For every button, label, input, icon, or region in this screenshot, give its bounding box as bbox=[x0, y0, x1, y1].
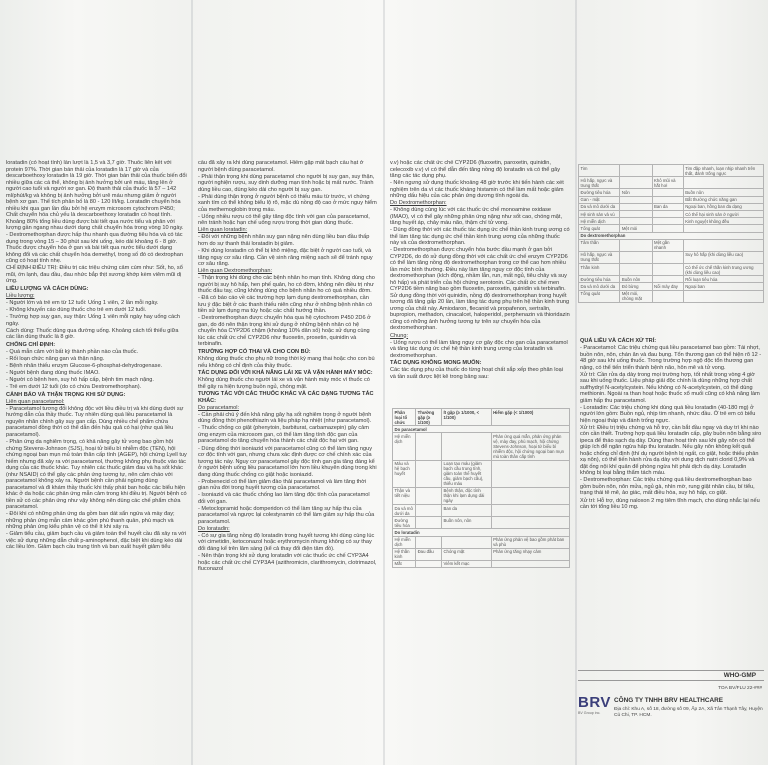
paragraph: - Thận trọng khi dùng cho các bệnh nhân ho mạn tính. Không dùng cho người bị suy hô hấp, hen phế quản, ho có đờm, không nên điều trị như thuốc đầu tay, cũng không dùng cho bệnh nhân ho có quá nhiều đờm. bbox=[198, 275, 375, 295]
table-row bbox=[393, 460, 570, 487]
table-cell: Tổng quát bbox=[579, 225, 620, 232]
table-row bbox=[579, 177, 764, 189]
table-header: Phân loại tổ chức bbox=[393, 409, 416, 426]
paragraph: - Phải dùng thận trọng ở người bệnh có thiếu máu từ trước, vì chứng xanh tím có thể không biểu lộ rõ, mặc dù nồng độ cao ở mức nguy hiểm của methemoglobin trong máu. bbox=[198, 193, 377, 213]
section-heading: LIỀU LƯỢNG VÀ CÁCH DÙNG: bbox=[6, 285, 89, 292]
table-cell: Kinh nguyệt không đều bbox=[683, 218, 763, 225]
table-header: Hiếm gặp (< 1/1000) bbox=[491, 409, 569, 426]
table-cell bbox=[620, 264, 652, 276]
table-cell: Loạn tạo máu (giảm bạch cầu trung tính, giảm toàn thể huyết cầu, giảm bạch cầu), thiếu máu bbox=[441, 460, 491, 487]
table-cell bbox=[652, 251, 683, 263]
table-cell: Hệ sinh sản và vú bbox=[579, 210, 620, 217]
table-group-row bbox=[393, 426, 570, 433]
brv-logo: BRV bbox=[578, 694, 611, 711]
table-group-row bbox=[393, 529, 570, 536]
table-cell: Nổi mày đay bbox=[652, 283, 683, 290]
table-cell bbox=[441, 433, 491, 460]
paragraph: CHỈ ĐỊNH ĐIỀU TRỊ: Điều trị các triệu chứng cảm cúm như: Sốt, ho, sổ mũi, ớn lạnh, đau đầu, đau nhức bắp thịt xương khớp kèm viêm mũi dị ứng. bbox=[6, 265, 183, 285]
table-cell: Thận và tiết niệu bbox=[393, 487, 416, 504]
table-cell: Chóng mặt bbox=[441, 548, 491, 560]
paragraph: - Isoniazid và các thuốc chống lao làm tăng độc tính của paracetamol đối với gan. bbox=[198, 492, 370, 505]
table-cell bbox=[652, 264, 683, 276]
table-cell bbox=[416, 460, 442, 487]
fold-line bbox=[383, 0, 385, 765]
adverse-effects-table bbox=[392, 408, 570, 568]
paragraph: loratadin (có hoạt tính) lần lượt là 1,5 và 3,7 giờ. Thuốc liên kết với protein 97%. Thời gian bán thải của loratadin là 17 giờ và của descarboethoxy loratadin là 19 giờ. Thời gian bán thải của thuốc biến đổi nhiều giữa các cá thể, không bị ảnh hưởng bởi urê máu, tăng lên ở người cao tuổi và người xơ gan. Độ thanh thải của thuốc là 57 – 142 ml/phút/kg và không bị ảnh hưởng bởi urê máu nhưng giảm ở người bệnh xơ gan. Thể tích phân bố là 80 - 120 lít/kg. Loratadin chuyển hóa nhiều khi qua gan lần đầu bởi hệ enzym microsom cytochrom P450; Chất chuyển hóa chủ yếu là descarboethoxy loratadin có hoạt tính. Khoảng 80% tổng liều dùng được bài tiết qua nước tiểu và phân với lượng gần ngang nhau dưới dạng chất chuyển hóa trong vòng 10 ngày. bbox=[6, 160, 187, 231]
table-cell: Bất thường chức năng gan bbox=[683, 196, 763, 203]
subsection-label: Liều lượng: bbox=[6, 292, 35, 299]
paragraph: Cách dùng: Thuốc dùng qua đường uống. Khoảng cách tối thiểu giữa các lần dùng thuốc là 8 giờ. bbox=[6, 327, 179, 341]
table-cell: Tim bbox=[579, 165, 620, 177]
table-cell bbox=[620, 239, 652, 251]
table-row bbox=[579, 283, 764, 290]
table-cell: Buồn nôn bbox=[620, 276, 652, 283]
subsection-label: Do loratadin: bbox=[198, 525, 230, 532]
paragraph: - Không khuyến cáo dùng thuốc cho trẻ em dưới 12 tuổi. bbox=[6, 306, 147, 313]
paragraph: - Dextromethorphan được chuyển hóa qua hệ cytochrom P450 2D6 ở gan, do đó nên thận trọng khi sử dụng ở những bệnh nhân có hệ chuyển hóa CYP2D6 chậm (khoảng 10% dân số) hoặc sử dụng cùng lúc các chất ức chế CYP2D6 như fluoxetin, proxetin, quinidin và terbinafin. bbox=[198, 315, 371, 348]
subsection-label: Do Dextromethorphan: bbox=[390, 200, 447, 207]
table-row bbox=[579, 218, 764, 225]
column-4 bbox=[580, 337, 763, 667]
company-address: Địa chỉ: Khu A, số 18, đường số 09, Ấp 2A, Xã Tân Thạnh Tây, Huyện Củ Chi, TP. HCM. bbox=[614, 707, 763, 718]
table-row bbox=[579, 189, 764, 196]
paragraph: - Đã có báo cáo về các trường hợp lạm dụng dextromethorphan, cần lưu ý đặc biệt ở các thanh thiếu niên cũng như ở những bệnh nhân có tiền sử lạm dụng ma túy hoặc các chất hướng thần. bbox=[198, 295, 373, 315]
paragraph: - Trường hợp suy gan, suy thận: Uống 1 viên mỗi ngày hay uống cách ngày. bbox=[6, 314, 181, 327]
table-cell: Máu và hệ bạch huyết bbox=[393, 460, 416, 487]
table-cell: Mệt mỏi bbox=[620, 225, 652, 232]
subsection-label: Liên quan loratadin: bbox=[198, 227, 248, 234]
table-cell: Tổng quát bbox=[579, 290, 620, 302]
table-cell bbox=[491, 517, 569, 529]
table-cell bbox=[491, 460, 569, 487]
paragraph: - Dextromethorphan được chuyển hóa bước đầu mạnh ở gan bởi CYP2D6, do đó sử dụng đồng thời với các chất ức chế enzym CYP2D6 có thể làm tăng nồng độ dextromethorphan trong cơ thể cao hơn nhiều lần mức bình thường. Điều này làm tăng nguy cơ độc tính của dextromethorphan (kích động, nhầm lẫn, run, mất ngủ, tiêu chảy và suy hô hấp) và phát triển của hội chứng serotonin. Các chất ức chế men CYP2D6 tiềm năng bao gồm fluoxetin, paroxetin, quinidin và terbinafin. Sử dụng đồng thời với quinidin, nồng độ dextromethorphan trong huyết tương đã tăng gấp 20 lần, làm tăng tác dụng phụ trên hệ thần kinh trung ương của chất này. Amiodaron, flecanid và propafenon, sertralin, bupropion, methadon, cinacalcet, haloperidol, perphenazin và thioridazin cũng có những ảnh hưởng tương tự trên sự chuyển hóa của dextromethorphan. bbox=[390, 247, 570, 332]
table-row bbox=[579, 165, 764, 177]
paragraph: - Có sự gia tăng nồng độ loratadin trong huyết tương khi dùng cùng lúc với cimetidin, ketoconazol hoặc erythromycin nhưng không có sự thay đổi đáng kể trên lâm sàng (kể cả thay đổi điện tâm đồ). bbox=[198, 532, 375, 552]
table-group-row bbox=[579, 232, 764, 239]
divider bbox=[578, 670, 764, 671]
paragraph: - Paracetamol: Các triệu chứng quá liều paracetamol bao gồm: Tái nhợt, buồn nôn, nôn, chán ăn và đau bụng. Tổn thương gan có thể hiện rõ 12 - 48 giờ sau khi uống thuốc. Trong trường hợp ngộ độc tổn thương gan nặng, có thể tiến triển thành bệnh não, hôn mê và tử vong. bbox=[580, 345, 762, 371]
adverse-effects-table-continued bbox=[578, 164, 764, 303]
table-cell: Da và mô dưới da bbox=[579, 203, 620, 210]
paragraph: - Trẻ em dưới 12 tuổi (do có chứa Dextromethorphan). bbox=[6, 384, 142, 391]
table-cell: Da và mô dưới da bbox=[579, 283, 620, 290]
paragraph: - Metoclopramid hoặc domperidon có thể làm tăng sự hấp thu của paracetamol và ngược lại colestyramin có thể làm giảm sự hấp thu của paracetamol. bbox=[198, 505, 375, 525]
table-cell: Đỏ bừng bbox=[620, 283, 652, 290]
paragraph: Không dùng thuốc cho người lái xe và vận hành máy móc vì thuốc có thể gây ra hiện tượng buồn ngủ, chóng mặt. bbox=[198, 377, 370, 390]
table-row bbox=[393, 487, 570, 504]
paragraph: - Cần phải chú ý đến khả năng gây hạ sốt nghiêm trọng ở người bệnh dùng đồng thời phenothiazin và liệu pháp hạ nhiệt (như paracetamol). bbox=[198, 411, 372, 425]
table-row bbox=[579, 290, 764, 302]
paragraph: - Dextromethorphan được hấp thu nhanh qua đường tiêu hóa và có tác dụng trong vòng 15 – 30 phút sau khi uống, kéo dài khoảng 6 - 8 giờ. Thuốc được chuyển hóa ở gan và bài tiết qua nước tiểu dưới dạng không đổi và các chất chuyển hóa demethyl, trong số đó có dextrophan cũng có hoạt tính nhẹ. bbox=[6, 232, 183, 265]
subsection-label: Do paracetamol: bbox=[198, 404, 240, 411]
table-cell: Buồn nôn, nôn bbox=[441, 517, 491, 529]
table-cell: Ngoại ban, hồng ban đa dạng bbox=[683, 203, 763, 210]
table-cell bbox=[652, 210, 683, 217]
table-row bbox=[393, 536, 570, 548]
table-cell: Nôn bbox=[620, 189, 652, 196]
table-cell: Đường tiêu hóa bbox=[579, 189, 620, 196]
paragraph: - Khi dùng loratadin có thể bị khô miệng, đặc biệt ở người cao tuổi, và tăng nguy cơ sâu răng. Cần vệ sinh răng miệng sạch sẽ để tránh nguy cơ sâu răng. bbox=[198, 248, 373, 268]
paragraph: - Loratadin: Các triệu chứng khi dùng quá liều loratadin (40-180 mg) ở người lớn gồm: Buồn ngủ, nhịp tim nhanh, nhức đầu. Ở trẻ em có biểu hiện ngoại tháp và đánh trống ngực. bbox=[580, 404, 756, 424]
table-cell: Có thể ức chế thần kinh trung ương (khi dùng liều cao) bbox=[683, 264, 763, 276]
paragraph: - Người bệnh đang dùng thuốc IMAO. bbox=[6, 370, 100, 377]
section-heading: TƯƠNG TÁC VỚI CÁC THUỐC KHÁC VÀ CÁC DẠNG TƯƠNG TÁC KHÁC: bbox=[198, 391, 374, 404]
table-cell: Mệt gần nhanh bbox=[652, 239, 683, 251]
paragraph: - Đôi khi có những phản ứng da gồm ban dát sẩn ngứa và mày đay; những phản ứng mẫn cảm khác gồm phù thanh quản, phù mạch và những phản ứng kiểu phản vệ có thể ít khi xảy ra. bbox=[6, 511, 175, 531]
document-code: TOA BV/FLU 22-### bbox=[718, 686, 762, 691]
table-row bbox=[579, 276, 764, 283]
paragraph: - Dùng đồng thời với các thuốc tác dụng ức chế thần kinh trung ương có thể làm tăng tác dụng ức chế thần kinh trung ương của những thuốc này và của dextromethorphan. bbox=[390, 227, 570, 247]
paragraph: Các tác dụng phụ của thuốc do từng hoạt chất sắp xếp theo phân loại và tần suất được liệt kê trong bảng sau: bbox=[390, 367, 563, 380]
paragraph: - Paracetamol tương đối không độc với liều điều trị và khi dùng dưới sự hướng dẫn của thầy thuốc. Tuy nhiên dùng quá liều paracetamol là nguyên nhân chính gây suy gan cấp. Dùng nhiều chế phẩm chứa paracetamol đồng thời có thể dẫn đến hậu quả có hại (như quá liều paracetamol). bbox=[6, 405, 184, 438]
paragraph: - Không dùng cùng lúc với các thuốc ức chế monoamine oxidase (IMAO), vì có thể gây những phản ứng nặng như sốt cao, chóng mặt, tăng huyết áp, chảy máu não, thậm chí tử vong. bbox=[390, 207, 562, 227]
table-cell bbox=[491, 560, 569, 567]
subsection-label: Liên quan paracetamol: bbox=[6, 398, 65, 405]
paragraph: Xử trí: Hỗ trợ, dùng naloxon 2 mg tiêm tĩnh mạch, cho dùng nhắc lại nếu cần tới tổng liều 10 mg. bbox=[580, 497, 760, 511]
paragraph: - Quá mẫn cảm với bất kỳ thành phần nào của thuốc. bbox=[6, 348, 139, 355]
section-heading: TÁC DỤNG KHÔNG MONG MUỐN: bbox=[390, 360, 482, 367]
table-cell: Hệ miễn dịch bbox=[393, 433, 416, 460]
table-cell bbox=[416, 536, 442, 548]
table-cell: Bệnh thận, độc tính thận khi lạm dụng dài ngày bbox=[441, 487, 491, 504]
table-cell bbox=[620, 196, 652, 203]
table-cell: Hệ thần kinh bbox=[393, 548, 416, 560]
table-cell bbox=[416, 560, 442, 567]
table-row bbox=[579, 251, 764, 263]
table-cell: Ban da bbox=[652, 203, 683, 210]
section-heading: CHỐNG CHỈ ĐỊNH: bbox=[6, 341, 56, 348]
table-cell: Ban da bbox=[441, 504, 491, 516]
table-cell bbox=[416, 517, 442, 529]
table-cell bbox=[441, 536, 491, 548]
paragraph: - Phản ứng da nghiêm trọng, có khả năng gây tử vong bao gồm hội chứng Stevens-Johnson (SJS), hoại tử biểu bì nhiễm độc (TEN), hội chứng ngoại ban mụn mủ toàn thân cấp tính (AGEP), hội chứng Lyell tuy hiếm nhưng đã xảy ra với paracetamol, thường không phụ thuộc vào tác dụng của các thuốc khác. Tuy nhiên các thuốc giảm đau và hạ sốt khác (như NSAID) có thể gây các phản ứng tương tự, nên cảm cháo với paracetamol không xảy ra. Người bệnh cần phải ngừng dùng paracetamol và đi khám thầy thuốc khi thấy phát ban hoặc các biểu hiện khác ở da hoặc các phản ứng mẫn cảm trong khi điều trị. Người bệnh có tiền sử có các phản ứng như vậy không nên dùng các chế phẩm chứa paracetamol. bbox=[6, 439, 187, 510]
table-cell: Da và mô dưới da bbox=[393, 504, 416, 516]
fold-line bbox=[575, 0, 577, 765]
paragraph: Xử trí: Cần rửa dạ dày trong mọi trường hợp, tốt nhất trong vòng 4 giờ sau khi uống thuốc. Liệu pháp giải độc chính là dùng những hợp chất sulfhydryl N-acetylcystein. Nếu không có N-acetylcystein, có thể dùng methionin. Ngoài ra than hoạt hoặc thuốc xổ muối cũng có khả năng làm giảm hấp thu paracetamol. bbox=[580, 371, 760, 404]
table-cell: Đau đầu bbox=[416, 548, 442, 560]
table-cell: Phản ứng phản vệ bao gồm phát ban và phù bbox=[491, 536, 569, 548]
table-cell bbox=[620, 177, 652, 189]
paragraph: - Uống nhiều rượu có thể gây tăng độc tính với gan của paracetamol, nên tránh hoặc hạn chế uống rượu trong thời gian dùng thuốc. bbox=[198, 213, 370, 227]
column-2 bbox=[198, 160, 378, 758]
table-cell: Thần kinh bbox=[579, 264, 620, 276]
table-cell: Rối loạn tiêu hóa bbox=[683, 276, 763, 283]
paragraph: - Đối với những bệnh nhân suy gan nặng nên dùng liều ban đầu thấp hơn do sự thanh thải loratadin bị giảm. bbox=[198, 234, 370, 247]
table-row bbox=[393, 560, 570, 567]
divider bbox=[578, 680, 764, 681]
table-cell: Có thể hại sinh sản ở người bbox=[683, 210, 763, 217]
table-group-label: Do loratadin bbox=[393, 529, 570, 536]
table-row bbox=[393, 504, 570, 516]
paragraph: - Dùng đồng thời isoniazid với paracetamol cũng có thể làm tăng nguy cơ độc tính với gan, nhưng chưa xác định được cơ chế chính xác của tương tác này. Nguy cơ paracetamol gây độc tính gan gia tăng đáng kể ở người bệnh uống liều paracetamol lớn hơn liều khuyên dùng trong khi đang dùng thuốc chống co giật hoặc isoniazid. bbox=[198, 445, 377, 478]
paragraph: - Bệnh nhân thiếu enzym Glucose-6-phosphat-dehydrogenase. bbox=[6, 362, 163, 369]
paragraph: - Giảm tiểu cầu, giảm bạch cầu và giảm toàn thể huyết cầu đã xảy ra với việc sử dụng những dẫn chất p-aminophenol, đặc biệt khi dùng kéo dài các liều lớn. Giảm bạch cầu trung tính và ban xuất huyết giảm tiểu bbox=[6, 531, 186, 551]
column-1 bbox=[6, 160, 187, 758]
table-cell: Mệt mỏi, chóng mặt bbox=[620, 290, 652, 302]
table-row bbox=[579, 196, 764, 203]
company-name: CÔNG TY TNHH BRV HEALTHCARE bbox=[614, 697, 723, 704]
table-cell: Buồn nôn bbox=[683, 189, 763, 196]
table-cell bbox=[620, 203, 652, 210]
table-cell: Ngoại ban bbox=[683, 283, 763, 290]
paragraph: - Người có bệnh hen, suy hô hấp cấp, bệnh tim mạch nặng. bbox=[6, 377, 154, 384]
fold-line bbox=[191, 0, 193, 765]
paragraph: - Dextromethorphan: Các triệu chứng quá liều dextromethorphan bao gồm buồn nôn, nôn mửa, ngủ gà, nhìn mờ, rung giật nhãn cầu, bí tiểu, trạng thái tê mê, ảo giác, mất điều hòa, suy hô hấp, co giật. bbox=[580, 477, 755, 497]
paragraph: - Người lớn và trẻ em từ 12 tuổi: Uống 1 viên, 2 lần mỗi ngày. bbox=[6, 299, 159, 306]
table-cell bbox=[652, 165, 683, 177]
column-3 bbox=[390, 160, 570, 404]
table-cell bbox=[416, 433, 442, 460]
table-cell bbox=[491, 487, 569, 504]
table-row bbox=[393, 548, 570, 560]
table-cell bbox=[683, 290, 763, 302]
paragraph: - Nên thận trọng khi sử dụng loratadin với các thuốc ức chế CYP3A4 hoặc các chất ức chế CYP3A4 (azithromicin, clarithromycin, clotrimazol, fluconazol bbox=[198, 553, 377, 573]
table-cell bbox=[652, 196, 683, 203]
section-heading: TÁC DỤNG ĐỐI VỚI KHẢ NĂNG LÁI XE VÀ VẬN HÀNH MÁY MÓC: bbox=[198, 370, 373, 377]
table-cell bbox=[620, 218, 652, 225]
table-cell: Hô hấp, ngực và trung thất bbox=[579, 251, 620, 263]
paragraph: - Uống rượu có thể làm tăng nguy cơ gây độc cho gan của paracetamol và tăng tác dụng ức chế hệ thần kinh trung ương của loratadin và dextromethorphan. bbox=[390, 339, 568, 359]
table-row bbox=[393, 517, 570, 529]
table-header: Thường gặp (≥ 1/100) bbox=[416, 409, 442, 426]
paragraph: - Thuốc chống co giật (phenytoin, barbiturat, carbamazepin) gây cảm ứng enzym của microsom gan, có thể làm tăng tính độc gan của paracetamol do tăng chuyển hóa thành các chất độc hại với gan. bbox=[198, 425, 369, 445]
paragraph: cầu đã xảy ra khi dùng paracetamol. Hiếm gặp mất bạch cầu hạt ở người bệnh dùng paracetamol. bbox=[198, 160, 364, 173]
who-gmp-label: WHO-GMP bbox=[723, 672, 756, 679]
table-cell: Gan - mật bbox=[579, 196, 620, 203]
logo-subtitle: BV Group inc. bbox=[578, 711, 601, 715]
table-cell: Phản ứng quá mẫn, phản ứng phản vệ, mày đay, phù mạch, hội chứng Stevens-Johnson, hoại tử biểu bì nhiễm độc, hội chứng ngoại ban mụn mủ toàn thân cấp tính bbox=[491, 433, 569, 460]
table-row bbox=[579, 225, 764, 232]
table-cell bbox=[652, 276, 683, 283]
table-cell bbox=[652, 225, 683, 232]
table-cell bbox=[652, 189, 683, 196]
table-cell bbox=[652, 218, 683, 225]
table-cell: Phản ứng tăng nhạy cảm bbox=[491, 548, 569, 560]
table-cell: Đường tiêu hóa bbox=[579, 276, 620, 283]
paragraph: - Probenecid có thể làm giảm đào thải paracetamol và làm tăng thời gian nửa đời trong huyết tương của paracetamol. bbox=[198, 478, 367, 492]
table-row bbox=[393, 433, 570, 460]
subsection-label: Chung: bbox=[390, 332, 409, 339]
table-cell bbox=[620, 210, 652, 217]
table-cell bbox=[683, 177, 763, 189]
table-cell: Viêm kết mạc bbox=[441, 560, 491, 567]
table-cell bbox=[683, 225, 763, 232]
table-cell: Hô hấp, ngực và trung thất bbox=[579, 177, 620, 189]
paragraph: - Nên ngưng sử dụng thuốc khoảng 48 giờ trước khi tiến hành các xét nghiệm trên da vì các thuốc kháng histamin có thể làm mất hoặc giảm những dấu hiệu của các phản ứng dương tính ngoài da. bbox=[390, 180, 564, 200]
paragraph: Xử trí: Điều trị triệu chứng và hỗ trợ, cần bắt đầu ngay và duy trì khi nào còn cần thiết. Trường hợp quá liều loratadin cấp, gây buồn nôn bằng siro ipeca để tháo sạch dạ dày. Dùng than hoạt tính sau khi gây nôn có thể giúp ích để ngăn ngừa hấp thu loratadin. Nếu gây nôn không kết quả hoặc chống chỉ định (thí dụ người bệnh bị ngất, co giật, hoặc thiếu phản xạ nôn), có thể tiến hành rửa dạ dày với dung dịch natri clorid 0,9% và đặt ống nội khí quản để phòng ngừa hít phải dịch dạ dày. Loratadin không bị loại bằng thẩm tách máu. bbox=[580, 424, 762, 477]
table-cell bbox=[416, 487, 442, 504]
table-cell: Hệ miễn dịch bbox=[393, 536, 416, 548]
paragraph: - Phải thận trọng khi dùng paracetamol cho người bị suy gan, suy thận, người nghiện rượu, suy dinh dưỡng mạn tính hoặc bị mất nước. Tránh dùng liều cao, dùng kéo dài cho người bị suy gan. bbox=[198, 173, 375, 193]
table-cell bbox=[620, 251, 652, 263]
table-cell bbox=[491, 504, 569, 516]
section-heading: TRƯỜNG HỢP CÓ THAI VÀ CHO CON BÚ: bbox=[198, 348, 311, 355]
table-cell: Mắt bbox=[393, 560, 416, 567]
section-heading: QUÁ LIỀU VÀ CÁCH XỬ TRÍ: bbox=[580, 338, 657, 344]
table-cell bbox=[652, 290, 683, 302]
subsection-label: Liên quan Dextromethorphan: bbox=[198, 268, 273, 275]
paragraph: Không dùng thuốc cho phụ nữ trong thời kỳ mang thai hoặc cho con bú nếu không có chỉ định của thầy thuốc. bbox=[198, 356, 375, 369]
table-group-label: Do dextromethorphan bbox=[579, 232, 764, 239]
table-cell bbox=[620, 165, 652, 177]
table-cell bbox=[683, 239, 763, 251]
table-cell: Hệ miễn dịch bbox=[579, 218, 620, 225]
table-row bbox=[579, 264, 764, 276]
table-cell: Tâm thần bbox=[579, 239, 620, 251]
table-group-label: Do paracetamol bbox=[393, 426, 570, 433]
table-cell: Khô mũi và hắt hơi bbox=[652, 177, 683, 189]
table-cell: Đường tiêu hóa bbox=[393, 517, 416, 529]
table-cell bbox=[416, 504, 442, 516]
table-cell: Tim đập nhanh, loạn nhịp nhanh trên thất, đánh trống ngực bbox=[683, 165, 763, 177]
paragraph: - Rối loạn chức năng gan và thận nặng. bbox=[6, 355, 105, 362]
paragraph: v.v) hoặc các chất ức chế CYP2D6 (fluoxetin, paroxetin, quinidin, celecoxib v.v) vì có thể dẫn đến tăng nồng độ loratadin và có thể gây tăng các tác dụng phụ. bbox=[390, 160, 560, 179]
section-heading: CẢNH BÁO VÀ THẬN TRỌNG KHI SỬ DỤNG: bbox=[6, 391, 126, 398]
table-row bbox=[579, 210, 764, 217]
table-cell: Suy hô hấp (khi dùng liều cao) bbox=[683, 251, 763, 263]
table-row bbox=[579, 203, 764, 210]
table-row bbox=[579, 239, 764, 251]
table-header: Ít gặp (≥ 1/1000, < 1/100) bbox=[441, 409, 491, 426]
